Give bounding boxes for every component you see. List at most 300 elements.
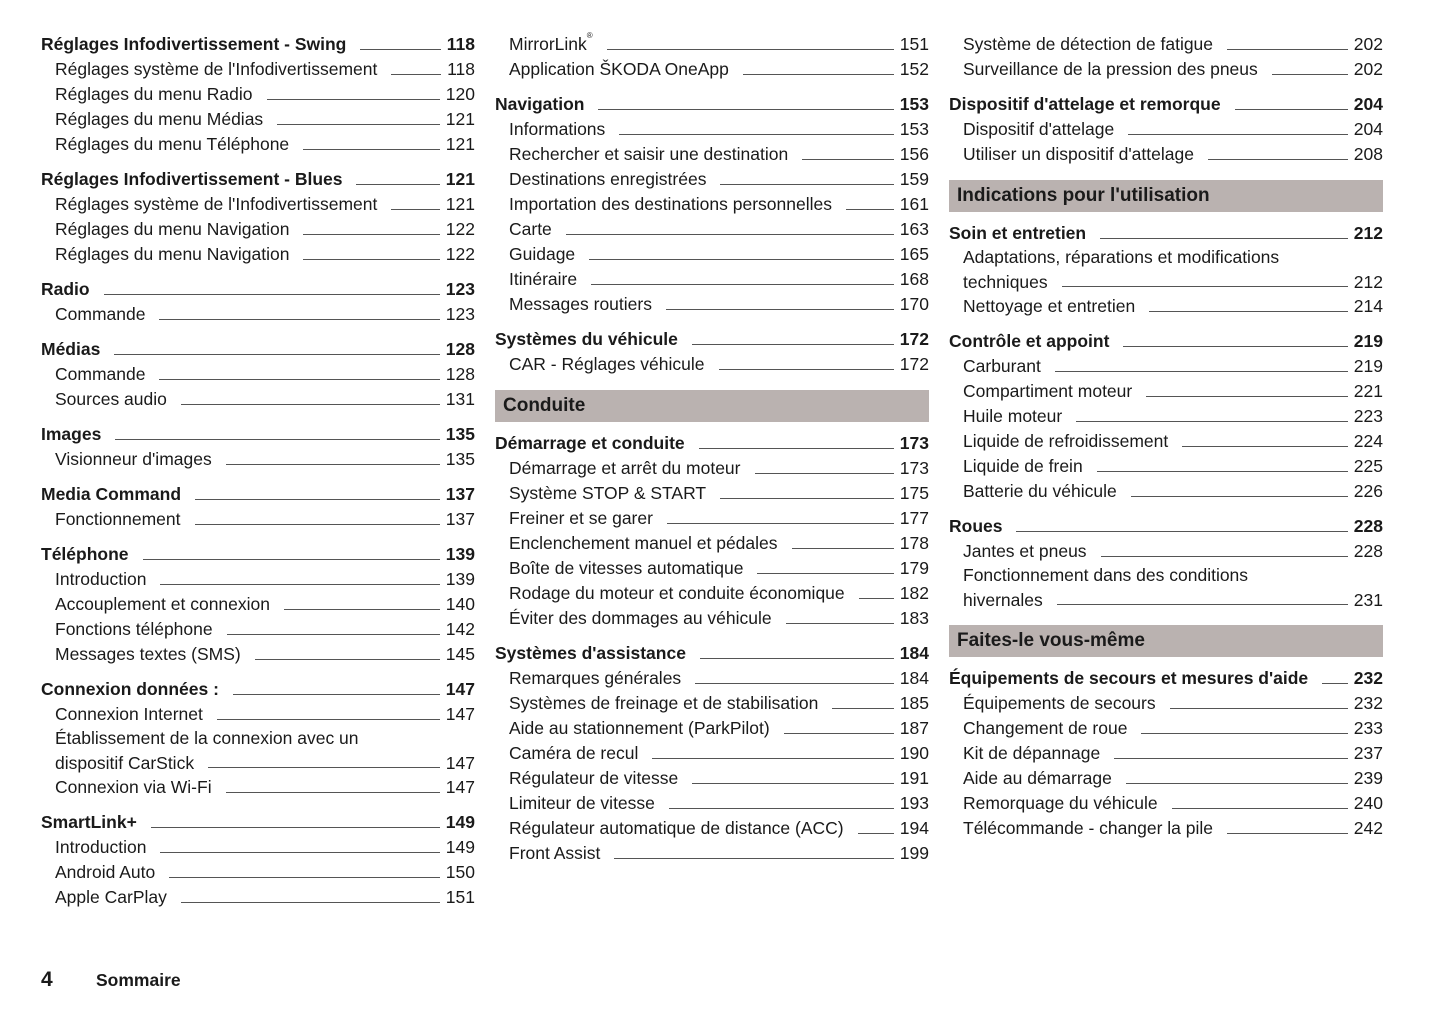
page-number-ref[interactable]: 147 bbox=[445, 704, 475, 724]
entry-label[interactable] bbox=[55, 57, 377, 82]
entry-label-text[interactable]: Utiliser un dispositif d'attelage bbox=[963, 144, 1194, 164]
page-number-ref[interactable]: 153 bbox=[899, 94, 929, 114]
page-number-ref[interactable]: 242 bbox=[1353, 818, 1383, 838]
toc-entry[interactable] bbox=[949, 816, 1383, 841]
toc-entry[interactable] bbox=[495, 531, 929, 556]
toc-chapter-entry[interactable] bbox=[41, 167, 475, 192]
entry-label-text[interactable]: Messages textes (SMS) bbox=[55, 644, 241, 664]
page-number-ref[interactable]: 175 bbox=[899, 483, 929, 503]
entry-label-text[interactable]: Introduction bbox=[55, 837, 147, 857]
toc-chapter-entry[interactable] bbox=[949, 92, 1383, 117]
toc-entry[interactable] bbox=[41, 775, 475, 800]
entry-label[interactable] bbox=[963, 294, 1135, 319]
page-number-ref[interactable]: 212 bbox=[1353, 223, 1383, 243]
toc-entry[interactable] bbox=[41, 860, 475, 885]
entry-label[interactable] bbox=[509, 57, 729, 82]
entry-label-text[interactable]: Régulateur de vitesse bbox=[509, 768, 679, 788]
entry-label-text[interactable]: Liquide de frein bbox=[963, 456, 1083, 476]
entry-label-text[interactable]: Systèmes d'assistance bbox=[495, 643, 686, 663]
entry-label[interactable] bbox=[41, 810, 137, 835]
entry-label-text[interactable]: Réglages du menu Navigation bbox=[55, 219, 290, 239]
entry-label[interactable] bbox=[495, 641, 686, 666]
entry-label-text[interactable]: Carburant bbox=[963, 356, 1041, 376]
toc-entry[interactable] bbox=[495, 292, 929, 317]
toc-entry[interactable] bbox=[495, 352, 929, 377]
page-number-ref[interactable]: 137 bbox=[445, 509, 475, 529]
entry-label[interactable] bbox=[509, 242, 575, 267]
entry-label-text[interactable]: Système STOP & START bbox=[509, 483, 707, 503]
page-number-ref[interactable]: 123 bbox=[445, 304, 475, 324]
toc-entry[interactable] bbox=[495, 716, 929, 741]
entry-label[interactable] bbox=[55, 617, 213, 642]
entry-label[interactable] bbox=[55, 860, 155, 885]
toc-entry[interactable] bbox=[41, 302, 475, 327]
entry-label-text[interactable]: Dispositif d'attelage bbox=[963, 119, 1115, 139]
entry-label[interactable] bbox=[509, 766, 678, 791]
entry-label[interactable] bbox=[509, 581, 845, 606]
toc-entry[interactable] bbox=[495, 217, 929, 242]
entry-label-text[interactable]: Réglages du menu Navigation bbox=[55, 244, 290, 264]
page-number-ref[interactable]: 199 bbox=[899, 843, 929, 863]
toc-entry[interactable] bbox=[949, 142, 1383, 167]
toc-entry[interactable] bbox=[495, 581, 929, 606]
entry-label[interactable] bbox=[55, 362, 145, 387]
entry-label[interactable] bbox=[55, 642, 241, 667]
entry-label-text[interactable]: Front Assist bbox=[509, 843, 601, 863]
entry-label[interactable] bbox=[509, 192, 832, 217]
entry-label-text[interactable]: Équipements de secours bbox=[963, 693, 1156, 713]
page-number-ref[interactable]: 128 bbox=[445, 364, 475, 384]
toc-entry[interactable] bbox=[495, 267, 929, 292]
page-number-ref[interactable]: 153 bbox=[899, 119, 929, 139]
toc-chapter-entry[interactable] bbox=[41, 32, 475, 57]
entry-label-text[interactable]: Télécommande - changer la pile bbox=[963, 818, 1213, 838]
page-number-ref[interactable]: 232 bbox=[1353, 693, 1383, 713]
page-number-ref[interactable]: 122 bbox=[445, 244, 475, 264]
page-number-ref[interactable]: 135 bbox=[445, 424, 475, 444]
toc-entry[interactable] bbox=[949, 716, 1383, 741]
entry-label-text[interactable]: Téléphone bbox=[41, 544, 129, 564]
entry-label[interactable] bbox=[55, 217, 289, 242]
entry-label-text[interactable]: Soin et entretien bbox=[949, 223, 1087, 243]
entry-label[interactable] bbox=[509, 167, 706, 192]
page-number-ref[interactable]: 239 bbox=[1353, 768, 1383, 788]
entry-label-text[interactable]: Système de détection de fatigue bbox=[963, 34, 1214, 54]
entry-label[interactable] bbox=[963, 741, 1100, 766]
toc-entry[interactable] bbox=[949, 32, 1383, 57]
entry-label-text[interactable]: Dispositif d'attelage et remorque bbox=[949, 94, 1221, 114]
entry-label-text[interactable]: Systèmes du véhicule bbox=[495, 329, 678, 349]
page-number-ref[interactable]: 159 bbox=[899, 169, 929, 189]
toc-entry[interactable] bbox=[495, 741, 929, 766]
entry-label[interactable] bbox=[55, 302, 145, 327]
entry-label[interactable] bbox=[963, 691, 1156, 716]
page-number-ref[interactable]: 121 bbox=[445, 134, 475, 154]
entry-label-text[interactable]: Réglages système de l'Infodivertissement bbox=[55, 194, 378, 214]
toc-chapter-entry[interactable] bbox=[495, 641, 929, 666]
page-number-ref[interactable]: 170 bbox=[899, 294, 929, 314]
toc-entry[interactable] bbox=[495, 791, 929, 816]
entry-label[interactable] bbox=[509, 267, 577, 292]
entry-label-text[interactable]: Destinations enregistrées bbox=[509, 169, 707, 189]
entry-label[interactable] bbox=[509, 531, 778, 556]
entry-label[interactable] bbox=[509, 791, 655, 816]
toc-entry[interactable] bbox=[495, 117, 929, 142]
entry-label-text[interactable]: Enclenchement manuel et pédales bbox=[509, 533, 778, 553]
entry-label[interactable] bbox=[963, 429, 1168, 454]
toc-chapter-entry[interactable] bbox=[949, 514, 1383, 539]
entry-label-text[interactable]: Nettoyage et entretien bbox=[963, 296, 1136, 316]
page-number-ref[interactable]: 140 bbox=[445, 594, 475, 614]
toc-chapter-entry[interactable] bbox=[495, 92, 929, 117]
page-number-ref[interactable]: 214 bbox=[1353, 296, 1383, 316]
page-number-ref[interactable]: 191 bbox=[899, 768, 929, 788]
page-number-ref[interactable]: 204 bbox=[1353, 119, 1383, 139]
entry-label[interactable] bbox=[963, 32, 1213, 57]
entry-label[interactable] bbox=[963, 816, 1213, 841]
entry-label-text[interactable]: Liquide de refroidissement bbox=[963, 431, 1169, 451]
entry-label-text[interactable]: Media Command bbox=[41, 484, 182, 504]
toc-entry[interactable] bbox=[41, 242, 475, 267]
toc-entry[interactable] bbox=[949, 479, 1383, 504]
toc-entry[interactable] bbox=[495, 456, 929, 481]
toc-entry[interactable] bbox=[41, 107, 475, 132]
page-number-ref[interactable]: 147 bbox=[445, 777, 475, 797]
entry-label-text[interactable]: Réglages Infodivertissement - Swing bbox=[41, 34, 347, 54]
entry-label-text[interactable]: Images bbox=[41, 424, 102, 444]
entry-label[interactable] bbox=[509, 816, 844, 841]
toc-chapter-entry[interactable] bbox=[41, 422, 475, 447]
page-number-ref[interactable]: 212 bbox=[1353, 272, 1383, 292]
entry-label-text[interactable]: Démarrage et conduite bbox=[495, 433, 685, 453]
page-number-ref[interactable]: 165 bbox=[899, 244, 929, 264]
entry-label-text[interactable]: SmartLink+ bbox=[41, 812, 137, 832]
page-number-ref[interactable]: 139 bbox=[445, 569, 475, 589]
toc-entry[interactable] bbox=[949, 454, 1383, 479]
page-number-ref[interactable]: 173 bbox=[899, 458, 929, 478]
page-number-ref[interactable]: 121 bbox=[445, 169, 475, 189]
entry-label-text[interactable]: Réglages Infodivertissement - Blues bbox=[41, 169, 343, 189]
page-number-ref[interactable]: 122 bbox=[445, 219, 475, 239]
toc-entry[interactable] bbox=[949, 564, 1383, 612]
entry-label[interactable] bbox=[509, 142, 788, 167]
entry-label-text[interactable]: Rechercher et saisir une destination bbox=[509, 144, 789, 164]
toc-entry[interactable] bbox=[41, 447, 475, 472]
entry-label-text[interactable]: Connexion Internet bbox=[55, 704, 203, 724]
entry-label-text[interactable]: Rodage du moteur et conduite économique bbox=[509, 583, 845, 603]
entry-label-text[interactable]: Connexion données : bbox=[41, 679, 219, 699]
entry-label[interactable] bbox=[55, 567, 146, 592]
entry-label[interactable] bbox=[509, 716, 770, 741]
entry-label-text[interactable]: Compartiment moteur bbox=[963, 381, 1133, 401]
toc-chapter-entry[interactable] bbox=[949, 221, 1383, 246]
entry-label[interactable] bbox=[55, 192, 377, 217]
entry-label[interactable] bbox=[509, 606, 772, 631]
toc-entry[interactable] bbox=[41, 387, 475, 412]
toc-entry[interactable] bbox=[949, 691, 1383, 716]
entry-label-text[interactable]: Accouplement et connexion bbox=[55, 594, 270, 614]
page-number-ref[interactable]: 177 bbox=[899, 508, 929, 528]
toc-entry[interactable] bbox=[41, 592, 475, 617]
entry-label-text[interactable]: CAR - Réglages véhicule bbox=[509, 354, 705, 374]
entry-label[interactable] bbox=[495, 92, 584, 117]
entry-label-text[interactable]: Application ŠKODA OneApp bbox=[509, 59, 729, 79]
entry-label[interactable] bbox=[495, 327, 678, 352]
entry-label-text[interactable]: Aide au démarrage bbox=[963, 768, 1112, 788]
entry-label-text[interactable]: Batterie du véhicule bbox=[963, 481, 1117, 501]
entry-label-text[interactable]: Apple CarPlay bbox=[55, 887, 167, 907]
entry-label[interactable] bbox=[963, 539, 1087, 564]
toc-chapter-entry[interactable] bbox=[495, 431, 929, 456]
page-number-ref[interactable]: 147 bbox=[445, 753, 475, 773]
toc-chapter-entry[interactable] bbox=[949, 666, 1383, 691]
page-number-ref[interactable]: 121 bbox=[445, 194, 475, 214]
entry-label[interactable] bbox=[41, 277, 90, 302]
page-number-ref[interactable]: 219 bbox=[1353, 331, 1383, 351]
entry-label[interactable] bbox=[41, 677, 219, 702]
entry-label[interactable] bbox=[509, 556, 743, 581]
entry-label[interactable] bbox=[963, 379, 1132, 404]
entry-label[interactable]: Établissement de la connexion avec un bbox=[55, 728, 359, 748]
toc-chapter-entry[interactable] bbox=[41, 542, 475, 567]
entry-label-text[interactable]: Réglages système de l'Infodivertissement bbox=[55, 59, 378, 79]
page-number-ref[interactable]: 152 bbox=[899, 59, 929, 79]
toc-entry[interactable] bbox=[41, 727, 475, 775]
entry-label[interactable] bbox=[509, 481, 706, 506]
entry-label[interactable] bbox=[55, 835, 146, 860]
entry-label-text[interactable]: Réglages du menu Téléphone bbox=[55, 134, 290, 154]
entry-label-text[interactable]: Régulateur automatique de distance (ACC) bbox=[509, 818, 844, 838]
entry-label[interactable] bbox=[949, 221, 1086, 246]
entry-label-continued[interactable]: dispositif CarStick bbox=[55, 753, 195, 773]
entry-label-text[interactable]: Démarrage et arrêt du moteur bbox=[509, 458, 741, 478]
page-number-ref[interactable]: 118 bbox=[446, 34, 475, 54]
toc-entry[interactable] bbox=[41, 885, 475, 910]
page-number-ref[interactable]: 135 bbox=[445, 449, 475, 469]
page-number-ref[interactable]: 156 bbox=[899, 144, 929, 164]
toc-entry[interactable] bbox=[41, 835, 475, 860]
entry-label-text[interactable]: Carte bbox=[509, 219, 552, 239]
entry-label[interactable] bbox=[509, 292, 652, 317]
entry-label[interactable] bbox=[55, 107, 263, 132]
page-number-ref[interactable]: 223 bbox=[1353, 406, 1383, 426]
page-number-ref[interactable]: 219 bbox=[1353, 356, 1383, 376]
entry-label-text[interactable]: Introduction bbox=[55, 569, 147, 589]
toc-entry[interactable] bbox=[495, 666, 929, 691]
page-number-ref[interactable]: 120 bbox=[445, 84, 475, 104]
toc-entry[interactable] bbox=[495, 32, 929, 57]
entry-label-text[interactable]: Kit de dépannage bbox=[963, 743, 1101, 763]
toc-entry[interactable] bbox=[41, 567, 475, 592]
entry-label[interactable] bbox=[963, 454, 1083, 479]
entry-label[interactable] bbox=[509, 352, 705, 377]
toc-entry[interactable] bbox=[949, 741, 1383, 766]
entry-label[interactable] bbox=[963, 354, 1041, 379]
entry-label[interactable] bbox=[41, 167, 342, 192]
entry-label[interactable] bbox=[949, 514, 1002, 539]
page-number-ref[interactable]: 240 bbox=[1353, 793, 1383, 813]
entry-label[interactable] bbox=[963, 479, 1117, 504]
entry-label[interactable] bbox=[963, 117, 1114, 142]
page-number-ref[interactable]: 187 bbox=[899, 718, 929, 738]
toc-chapter-entry[interactable] bbox=[495, 327, 929, 352]
entry-label-text[interactable]: Informations bbox=[509, 119, 606, 139]
entry-label-text[interactable]: Limiteur de vitesse bbox=[509, 793, 655, 813]
entry-label-continued[interactable]: hivernales bbox=[963, 590, 1043, 610]
toc-entry[interactable] bbox=[41, 132, 475, 157]
entry-label-text[interactable]: Visionneur d'images bbox=[55, 449, 212, 469]
entry-label-text[interactable]: Itinéraire bbox=[509, 269, 578, 289]
page-number-ref[interactable]: 163 bbox=[899, 219, 929, 239]
entry-label[interactable]: Adaptations, réparations et modifications bbox=[963, 247, 1280, 267]
entry-label-text[interactable]: Huile moteur bbox=[963, 406, 1063, 426]
page-number-ref[interactable]: 172 bbox=[899, 354, 929, 374]
entry-label-text[interactable]: Caméra de recul bbox=[509, 743, 639, 763]
toc-entry[interactable] bbox=[41, 362, 475, 387]
toc-entry[interactable] bbox=[41, 702, 475, 727]
page-number-ref[interactable]: 123 bbox=[445, 279, 475, 299]
entry-label-text[interactable]: Connexion via Wi-Fi bbox=[55, 777, 212, 797]
entry-label-text[interactable]: Médias bbox=[41, 339, 101, 359]
page-number-ref[interactable]: 228 bbox=[1353, 541, 1383, 561]
toc-entry[interactable] bbox=[41, 57, 475, 82]
entry-label[interactable] bbox=[41, 32, 346, 57]
entry-label-text[interactable]: Navigation bbox=[495, 94, 585, 114]
entry-label[interactable] bbox=[509, 741, 638, 766]
entry-label[interactable] bbox=[509, 506, 653, 531]
page-number-ref[interactable]: 208 bbox=[1353, 144, 1383, 164]
entry-label[interactable] bbox=[509, 841, 600, 866]
page-number-ref[interactable]: 183 bbox=[899, 608, 929, 628]
toc-chapter-entry[interactable] bbox=[41, 337, 475, 362]
entry-label[interactable]: Fonctionnement dans des conditions bbox=[963, 565, 1249, 585]
page-number-ref[interactable]: 142 bbox=[445, 619, 475, 639]
entry-label-text[interactable]: Sources audio bbox=[55, 389, 167, 409]
toc-entry[interactable] bbox=[495, 242, 929, 267]
toc-chapter-entry[interactable] bbox=[41, 482, 475, 507]
entry-label[interactable] bbox=[55, 775, 212, 800]
page-number-ref[interactable]: 202 bbox=[1353, 59, 1383, 79]
entry-label[interactable] bbox=[55, 702, 203, 727]
page-number-ref[interactable]: 179 bbox=[899, 558, 929, 578]
toc-entry[interactable] bbox=[949, 404, 1383, 429]
entry-label[interactable] bbox=[55, 592, 270, 617]
toc-chapter-entry[interactable] bbox=[41, 677, 475, 702]
entry-label[interactable] bbox=[41, 422, 101, 447]
entry-label-text[interactable]: Radio bbox=[41, 279, 90, 299]
entry-label-text[interactable]: Commande bbox=[55, 364, 146, 384]
entry-label[interactable] bbox=[41, 482, 181, 507]
toc-chapter-entry[interactable] bbox=[41, 277, 475, 302]
entry-label[interactable] bbox=[949, 666, 1308, 691]
entry-label-text[interactable]: Remorquage du véhicule bbox=[963, 793, 1158, 813]
toc-entry[interactable] bbox=[949, 57, 1383, 82]
toc-entry[interactable] bbox=[949, 379, 1383, 404]
toc-entry[interactable] bbox=[41, 217, 475, 242]
page-number-ref[interactable]: 121 bbox=[445, 109, 475, 129]
entry-label[interactable] bbox=[55, 447, 212, 472]
toc-entry[interactable] bbox=[949, 246, 1383, 294]
page-number-ref[interactable]: 182 bbox=[899, 583, 929, 603]
entry-label[interactable] bbox=[509, 691, 818, 716]
entry-label[interactable] bbox=[963, 791, 1158, 816]
entry-label[interactable] bbox=[963, 716, 1127, 741]
entry-label[interactable] bbox=[949, 92, 1221, 117]
entry-label-text[interactable]: Réglages du menu Radio bbox=[55, 84, 253, 104]
page-number-ref[interactable]: 173 bbox=[899, 433, 929, 453]
toc-entry[interactable] bbox=[495, 691, 929, 716]
page-number-ref[interactable]: 172 bbox=[899, 329, 929, 349]
page-number-ref[interactable]: 145 bbox=[445, 644, 475, 664]
page-number-ref[interactable]: 184 bbox=[899, 668, 929, 688]
page-number-ref[interactable]: 237 bbox=[1353, 743, 1383, 763]
toc-chapter-entry[interactable] bbox=[41, 810, 475, 835]
entry-label[interactable] bbox=[963, 142, 1194, 167]
entry-label-text[interactable]: Android Auto bbox=[55, 862, 156, 882]
toc-entry[interactable] bbox=[949, 294, 1383, 319]
page-number-ref[interactable]: 194 bbox=[899, 818, 929, 838]
page-number-ref[interactable]: 233 bbox=[1353, 718, 1383, 738]
entry-label-continued[interactable]: techniques bbox=[963, 272, 1048, 292]
page-number-ref[interactable]: 137 bbox=[445, 484, 475, 504]
entry-label-text[interactable]: Boîte de vitesses automatique bbox=[509, 558, 744, 578]
page-number-ref[interactable]: 147 bbox=[445, 679, 475, 699]
toc-entry[interactable] bbox=[41, 192, 475, 217]
page-number-ref[interactable]: 204 bbox=[1353, 94, 1383, 114]
entry-label[interactable] bbox=[509, 666, 681, 691]
entry-label-text[interactable]: Surveillance de la pression des pneus bbox=[963, 59, 1258, 79]
entry-label[interactable] bbox=[55, 82, 253, 107]
entry-label-text[interactable]: Jantes et pneus bbox=[963, 541, 1087, 561]
entry-label-text[interactable]: MirrorLink bbox=[509, 34, 587, 54]
entry-label[interactable] bbox=[509, 32, 593, 57]
page-number-ref[interactable]: 128 bbox=[445, 339, 475, 359]
page-number-ref[interactable]: 228 bbox=[1353, 516, 1383, 536]
entry-label[interactable] bbox=[509, 456, 741, 481]
toc-entry[interactable] bbox=[495, 816, 929, 841]
page-number-ref[interactable]: 178 bbox=[899, 533, 929, 553]
page-number-ref[interactable]: 161 bbox=[899, 194, 929, 214]
page-number-ref[interactable]: 185 bbox=[899, 693, 929, 713]
page-number-ref[interactable]: 232 bbox=[1353, 668, 1383, 688]
toc-entry[interactable] bbox=[495, 841, 929, 866]
page-number-ref[interactable]: 193 bbox=[899, 793, 929, 813]
toc-entry[interactable] bbox=[949, 429, 1383, 454]
toc-entry[interactable] bbox=[495, 192, 929, 217]
entry-label-text[interactable]: Contrôle et appoint bbox=[949, 331, 1110, 351]
toc-entry[interactable] bbox=[495, 506, 929, 531]
entry-label-text[interactable]: Commande bbox=[55, 304, 146, 324]
page-number-ref[interactable]: 118 bbox=[447, 59, 475, 79]
toc-entry[interactable] bbox=[949, 766, 1383, 791]
toc-chapter-entry[interactable] bbox=[949, 329, 1383, 354]
toc-entry[interactable] bbox=[949, 539, 1383, 564]
entry-label-text[interactable]: Importation des destinations personnelles bbox=[509, 194, 832, 214]
toc-entry[interactable] bbox=[41, 82, 475, 107]
page-number-ref[interactable]: 150 bbox=[445, 862, 475, 882]
toc-entry[interactable] bbox=[495, 167, 929, 192]
toc-entry[interactable] bbox=[41, 507, 475, 532]
toc-entry[interactable] bbox=[495, 481, 929, 506]
toc-entry[interactable] bbox=[495, 142, 929, 167]
toc-entry[interactable] bbox=[495, 556, 929, 581]
toc-entry[interactable] bbox=[949, 117, 1383, 142]
page-number-ref[interactable]: 149 bbox=[445, 812, 475, 832]
page-number-ref[interactable]: 139 bbox=[445, 544, 475, 564]
entry-label-text[interactable]: Systèmes de freinage et de stabilisation bbox=[509, 693, 819, 713]
entry-label-text[interactable]: Éviter des dommages au véhicule bbox=[509, 608, 772, 628]
entry-label-text[interactable]: Remarques générales bbox=[509, 668, 682, 688]
